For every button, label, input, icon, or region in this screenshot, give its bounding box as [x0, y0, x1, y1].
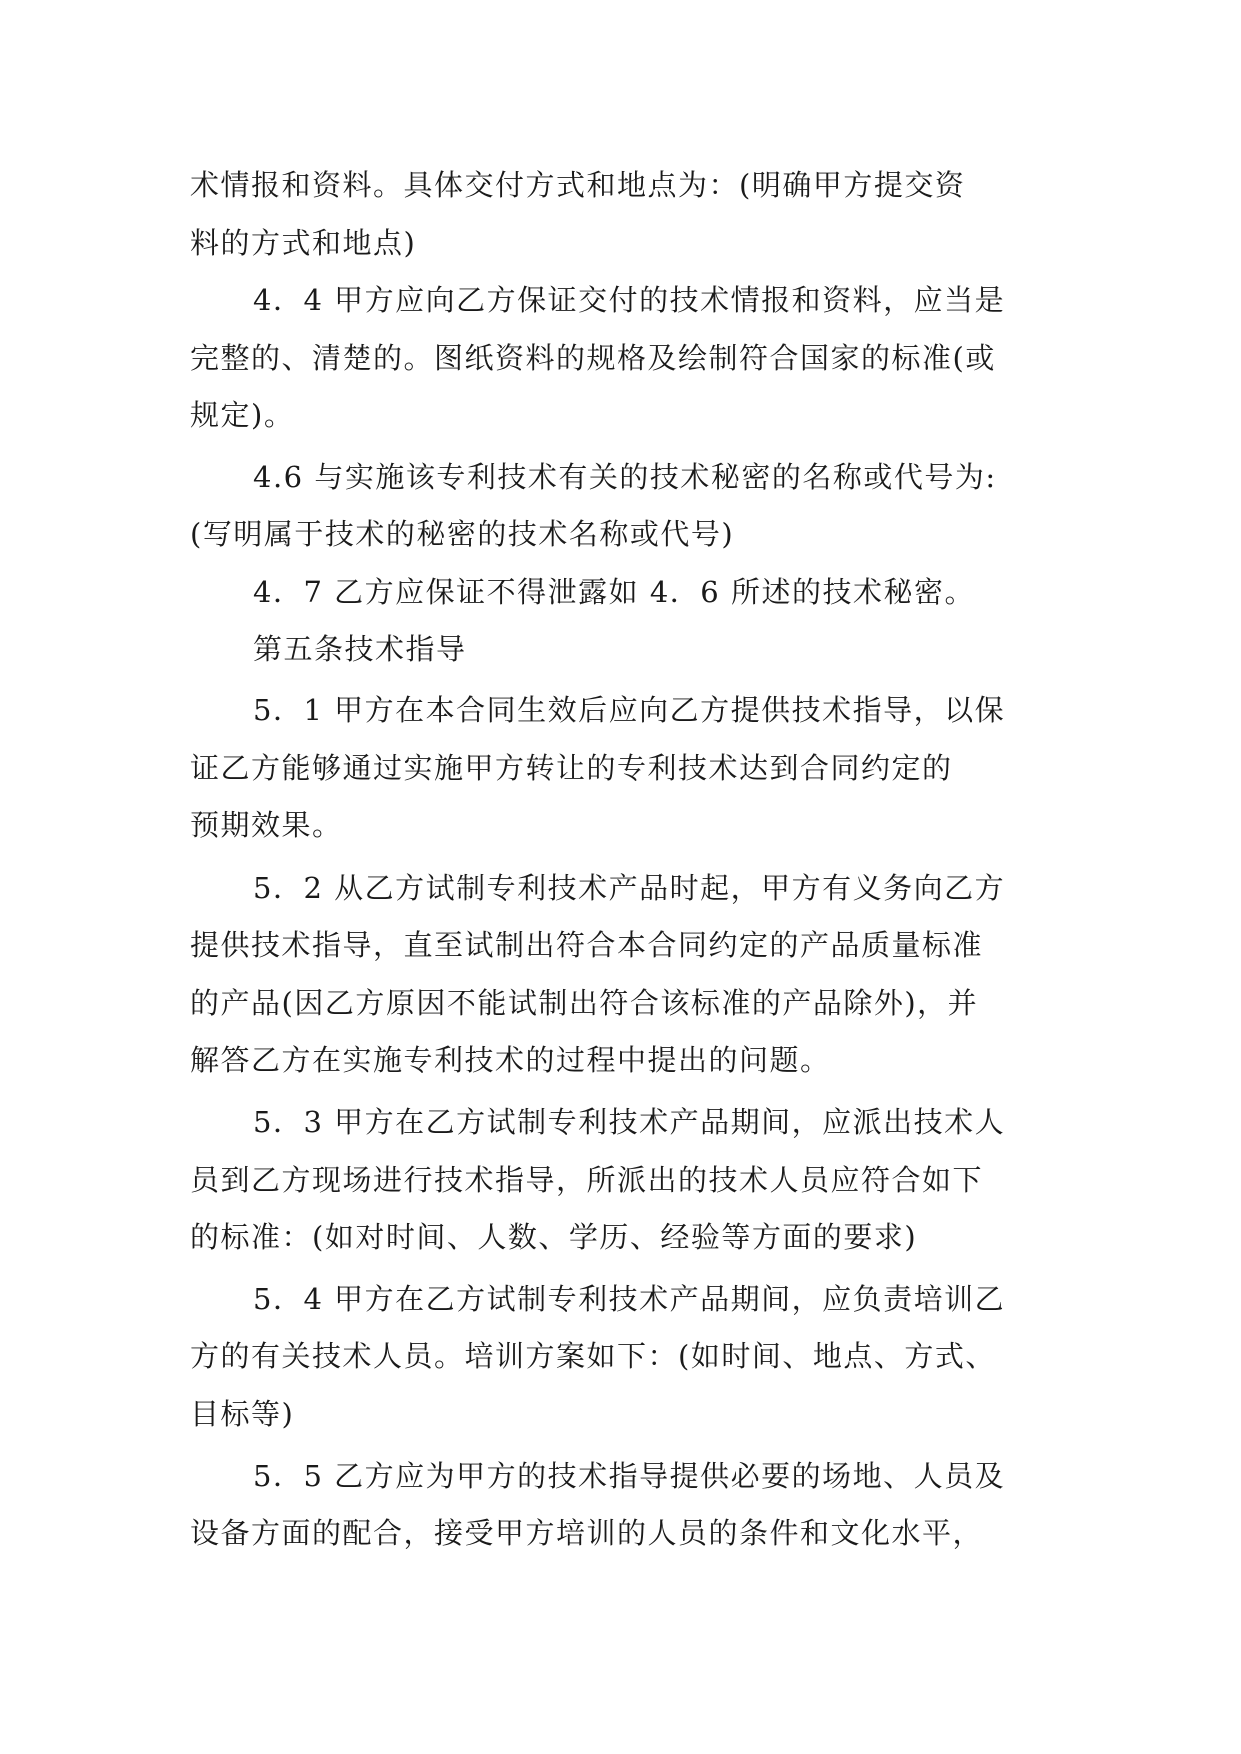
text-line: 预期效果。 — [190, 808, 343, 842]
paragraph-line: 4．4 甲方应向乙方保证交付的技术情报和资料，应当是 — [253, 283, 1006, 317]
text-line: 提供技术指导，直至试制出符合本合同约定的产品质量标准 — [190, 928, 984, 962]
paragraph-line: 5．1 甲方在本合同生效后应向乙方提供技术指导，以保 — [253, 693, 1006, 727]
paragraph-line: 5．2 从乙方试制专利技术产品时起，甲方有义务向乙方 — [253, 871, 1006, 905]
text-line: 解答乙方在实施专利技术的过程中提出的问题。 — [190, 1043, 831, 1077]
text-line: (写明属于技术的秘密的技术名称或代号) — [190, 517, 735, 551]
text-line: 员到乙方现场进行技术指导，所派出的技术人员应符合如下 — [190, 1163, 984, 1197]
text-line: 设备方面的配合，接受甲方培训的人员的条件和文化水平， — [190, 1516, 984, 1550]
text-line: 规定)。 — [190, 398, 295, 432]
text-line: 完整的、清楚的。图纸资料的规格及绘制符合国家的标准(或 — [190, 341, 996, 375]
text-line: 料的方式和地点) — [190, 226, 417, 260]
paragraph-line: 5．5 乙方应为甲方的技术指导提供必要的场地、人员及 — [253, 1459, 1006, 1493]
text-line: 方的有关技术人员。培训方案如下：(如时间、地点、方式、 — [190, 1339, 996, 1373]
text-line: 的标准：(如对时间、人数、学历、经验等方面的要求) — [190, 1220, 918, 1254]
text-line: 目标等) — [190, 1397, 295, 1431]
section-heading: 第五条技术指导 — [253, 632, 467, 666]
paragraph-line: 5．4 甲方在乙方试制专利技术产品期间，应负责培训乙 — [253, 1282, 1006, 1316]
paragraph-line: 4.6 与实施该专利技术有关的技术秘密的名称或代号为: — [253, 460, 997, 494]
text-line: 的产品(因乙方原因不能试制出符合该标准的产品除外)，并 — [190, 986, 979, 1020]
text-line: 术情报和资料。具体交付方式和地点为：(明确甲方提交资 — [190, 168, 966, 202]
text-line: 证乙方能够通过实施甲方转让的专利技术达到合同约定的 — [190, 751, 953, 785]
paragraph-line: 4．7 乙方应保证不得泄露如 4．6 所述的技术秘密。 — [253, 575, 975, 609]
paragraph-line: 5．3 甲方在乙方试制专利技术产品期间，应派出技术人 — [253, 1105, 1006, 1139]
